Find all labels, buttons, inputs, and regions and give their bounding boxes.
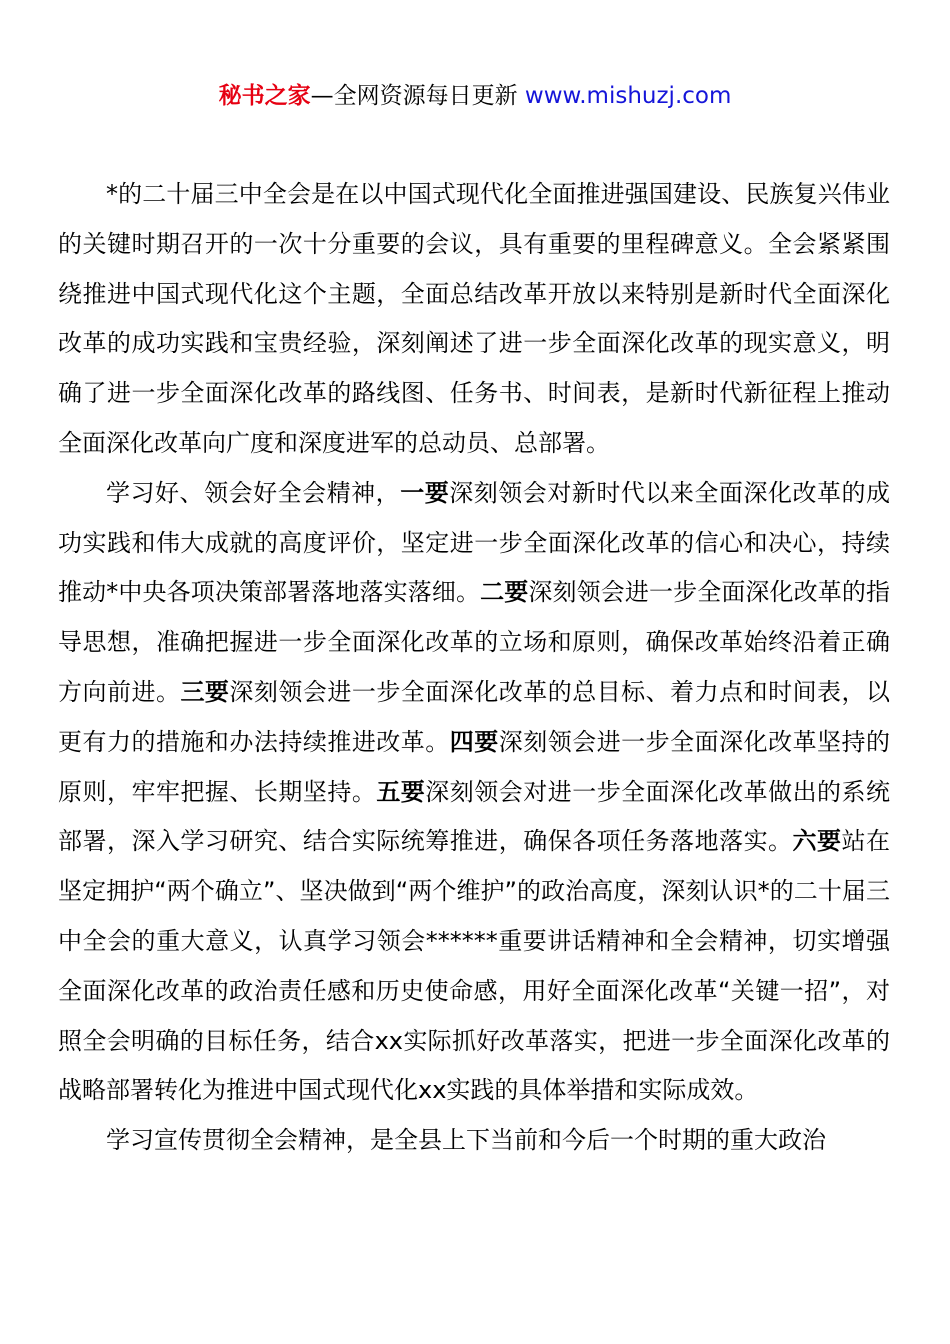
site-url-link[interactable]: www.mishuzj.com [524, 83, 732, 109]
bold-key-point-2: 二要 [480, 578, 529, 607]
bold-key-point-3: 三要 [180, 677, 230, 706]
bold-key-point-5: 五要 [376, 777, 426, 806]
paragraph-text: *的二十届三中全会是在以中国式现代化全面推进强国建设、民族复兴伟业的关键时期召开的一次十分重要的会议，具有重要的里程碑意义。全会紧紧围绕推进中国式现代化这个主题，全面总结改革开放以来特别是新时代全面深化改革的成功实践和宝贵经验，深刻阐述了进一步全面深化改革的现实意义，明确了进一步全面深化改革的路线图、任务书、时间表，是新时代新征程上推动全面深化改革向广度和深度进军的总动员、总部署。 [58, 180, 890, 457]
bold-key-point-1: 一要 [400, 478, 450, 507]
paragraph-text: 深刻领会对新时代以来全面深化改革的成功实践和伟大成就的高度评价，坚定进一步全面深化改革的信心和决心，持续推动*中央各项决策部署落地落实落细。 [58, 478, 891, 607]
paragraph-text: 深刻领会进一步全面深化改革的指导思想，准确把握进一步全面深化改革的立场和原则，确保改革始终沿着正确方向前进。 [58, 578, 891, 706]
header-tagline: —全网资源每日更新 [310, 83, 518, 109]
paragraph-1 [58, 170, 890, 469]
brand-name: 秘书之家 [218, 83, 311, 109]
paragraph-2 [58, 469, 890, 1116]
bold-key-point-6: 六要 [792, 827, 842, 856]
paragraph-text: 学习好、领会好全会精神， [106, 478, 401, 507]
bold-key-point-4: 四要 [449, 727, 499, 756]
site-header [0, 80, 950, 112]
paragraph-3 [58, 1116, 890, 1166]
document-body [58, 170, 890, 1166]
paragraph-text: 站在坚定拥护“两个确立”、坚决做到“两个维护”的政治高度，深刻认识*的二十届三中全会的重大意义，认真学习领会******重要讲话精神和全会精神，切实增强全面深化改革的政治责任感和历史使命感，用好全面深化改革“关键一招”，对照全会明确的目标任务，结合xx实际抓好改革落实，把进一步全面深化改革的战略部署转化为推进中国式现代化xx实践的具体举措和实际成效。 [58, 827, 891, 1105]
paragraph-text: 深刻领会进一步全面深化改革的总目标、着力点和时间表，以更有力的措施和办法持续推进改革。 [58, 677, 891, 756]
paragraph-text: 学习宣传贯彻全会精神，是全县上下当前和今后一个时期的重大政治 [106, 1126, 826, 1155]
paragraph-text: 深刻领会进一步全面深化改革坚持的原则，牢牢把握、长期坚持。 [58, 727, 891, 806]
paragraph-text: 深刻领会对进一步全面深化改革做出的系统部署，深入学习研究、结合实际统筹推进，确保各项任务落地落实。 [58, 777, 891, 856]
